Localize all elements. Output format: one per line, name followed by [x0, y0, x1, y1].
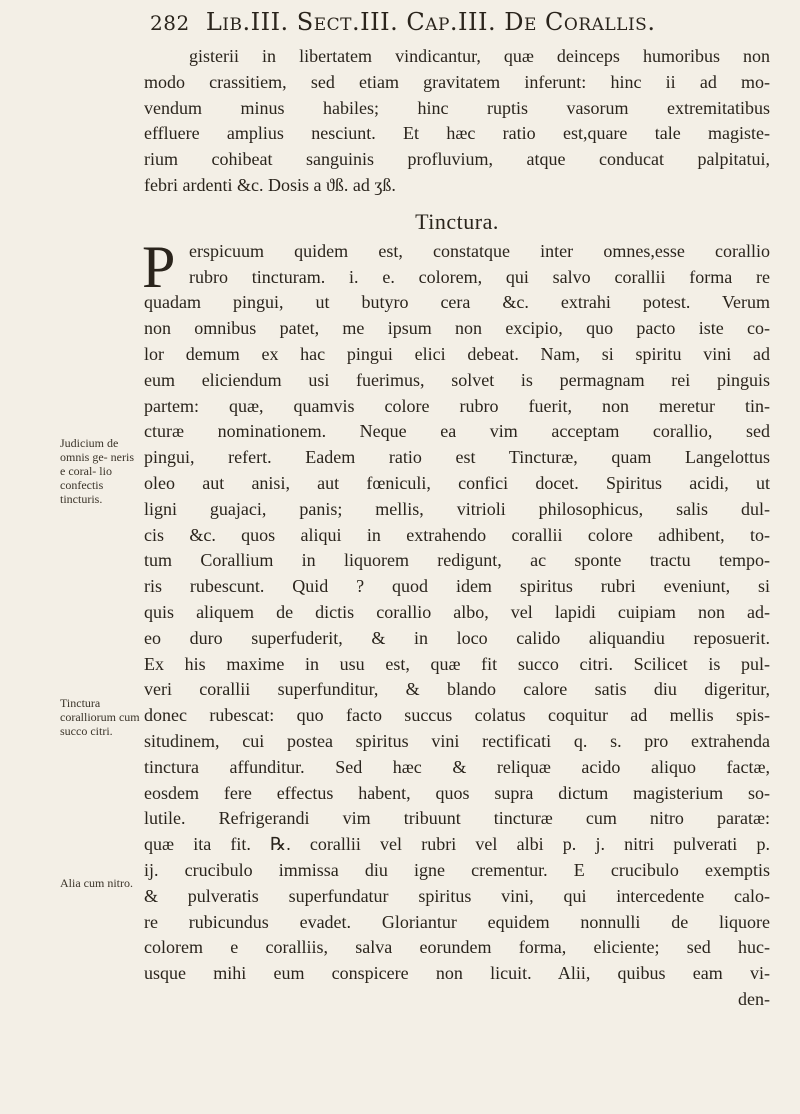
text-line: erspicuum quidem est, constatque inter omnes,esse corallio: [189, 240, 770, 261]
margin-note: Alia cum nitro.: [60, 876, 133, 890]
text-line: quadam pingui, ut butyro cera &c. extrahi potest. Verum: [144, 292, 770, 313]
text-line: ij. crucibulo immissa diu igne crementur. E crucibulo exemptis: [144, 859, 770, 880]
main-text: [144, 44, 770, 1013]
drop-cap: P: [142, 233, 176, 300]
text-line: effluere amplius nesciunt. Et hæc ratio est,quare tale magiste-: [144, 123, 770, 144]
section-paragraph: [142, 233, 770, 987]
text-line: donec rubescat: quo facto succus colatus coquitur ad mellis spis-: [144, 705, 770, 726]
text-line: lor demum ex hac pingui elici debeat. Nam, si spiritu vini ad: [144, 343, 770, 364]
text-line: rium cohibeat sanguinis profluvium, atque conducat palpitatui,: [144, 149, 770, 170]
text-line: eo duro superfuderit, & in loco calido aliquandiu reposuerit.: [144, 627, 770, 648]
margin-note: Judicium de omnis ge- neris e coral- lio confectis tincturis.: [60, 436, 134, 506]
page-number: 282: [150, 11, 190, 35]
text-line: non omnibus patet, me ipsum non excipio, quo pacto iste co-: [144, 318, 770, 339]
text-line: cis &c. quos aliqui in extrahendo corallii colore adhibent, to-: [144, 524, 770, 545]
margin-note: Tinctura coralliorum cum succo citri.: [60, 696, 140, 738]
text-line: tum Corallium in liquorem redigunt, ac sponte tractu tempo-: [144, 550, 770, 571]
text-line: cturæ nominationem. Neque ea vim acceptam corallio, sed: [144, 421, 770, 442]
text-line: pingui, refert. Eadem ratio est Tincturæ, quam Langelottus: [144, 447, 770, 468]
text-line: modo crassitiem, sed etiam gravitatem inferunt: hinc ii ad mo-: [144, 71, 770, 92]
text-line: vendum minus habiles; hinc ruptis vasorum extremitatibus: [144, 97, 770, 118]
running-header: [150, 8, 750, 42]
text-line: situdinem, cui postea spiritus vini rectificati q. s. pro extrahenda: [144, 730, 770, 751]
text-line: re rubicundus evadet. Gloriantur equidem nonnulli de liquore: [144, 911, 770, 932]
text-line: quis aliquem de dictis corallio albo, vel lapidi cuipiam non ad-: [144, 601, 770, 622]
section-heading: Tinctura.: [415, 208, 499, 234]
text-line: & pulveratis superfundatur spiritus vini, qui intercedente calo-: [144, 885, 770, 906]
text-line: lutile. Refrigerandi vim tribuunt tincturæ cum nitro paratæ:: [144, 808, 770, 829]
text-line: oleo aut anisi, aut fœniculi, confici docet. Spiritus acidi, ut: [144, 472, 770, 493]
text-line: quæ ita fit. ℞. corallii vel rubri vel albi p. j. nitri pulverati p.: [144, 834, 770, 855]
catchword: den-: [738, 988, 770, 1009]
text-line: tinctura affunditur. Sed hæc & reliquæ acido aliquo factæ,: [144, 756, 770, 777]
text-line: rubro tincturam. i. e. colorem, qui salvo corallii forma re: [189, 266, 770, 287]
text-line: ris rubescunt. Quid ? quod idem spiritus rubri eveniunt, si: [144, 576, 770, 597]
text-line: gisterii in libertatem vindicantur, quæ deinceps humoribus non: [189, 46, 770, 66]
text-line: ligni guajaci, panis; mellis, vitrioli philosophicus, salis dul-: [144, 498, 770, 519]
running-title: Lib.III. Sect.III. Cap.III. De Corallis.: [205, 8, 656, 36]
text-line: febri ardenti &c. Dosis a ϑß. ad ʒß.: [144, 174, 396, 195]
text-line: veri corallii superfunditur, & blando calore satis diu digeritur,: [144, 679, 770, 700]
text-line: eosdem fere effectus habent, quos supra dictum magisterium so-: [144, 782, 770, 803]
text-line: colorem e coralliis, salva eorundem forma, eliciente; sed huc-: [144, 937, 770, 958]
text-line: partem: quæ, quamvis colore rubro fuerit, non meretur tin-: [144, 395, 770, 416]
text-line: Ex his maxime in usu est, quæ fit succo citri. Scilicet is pul-: [144, 653, 770, 674]
text-line: usque mihi eum conspicere non licuit. Alii, quibus eam vi-: [144, 963, 770, 984]
text-line: eum eliciendum usi fuerimus, solvet is permagnam rei pinguis: [144, 369, 770, 390]
